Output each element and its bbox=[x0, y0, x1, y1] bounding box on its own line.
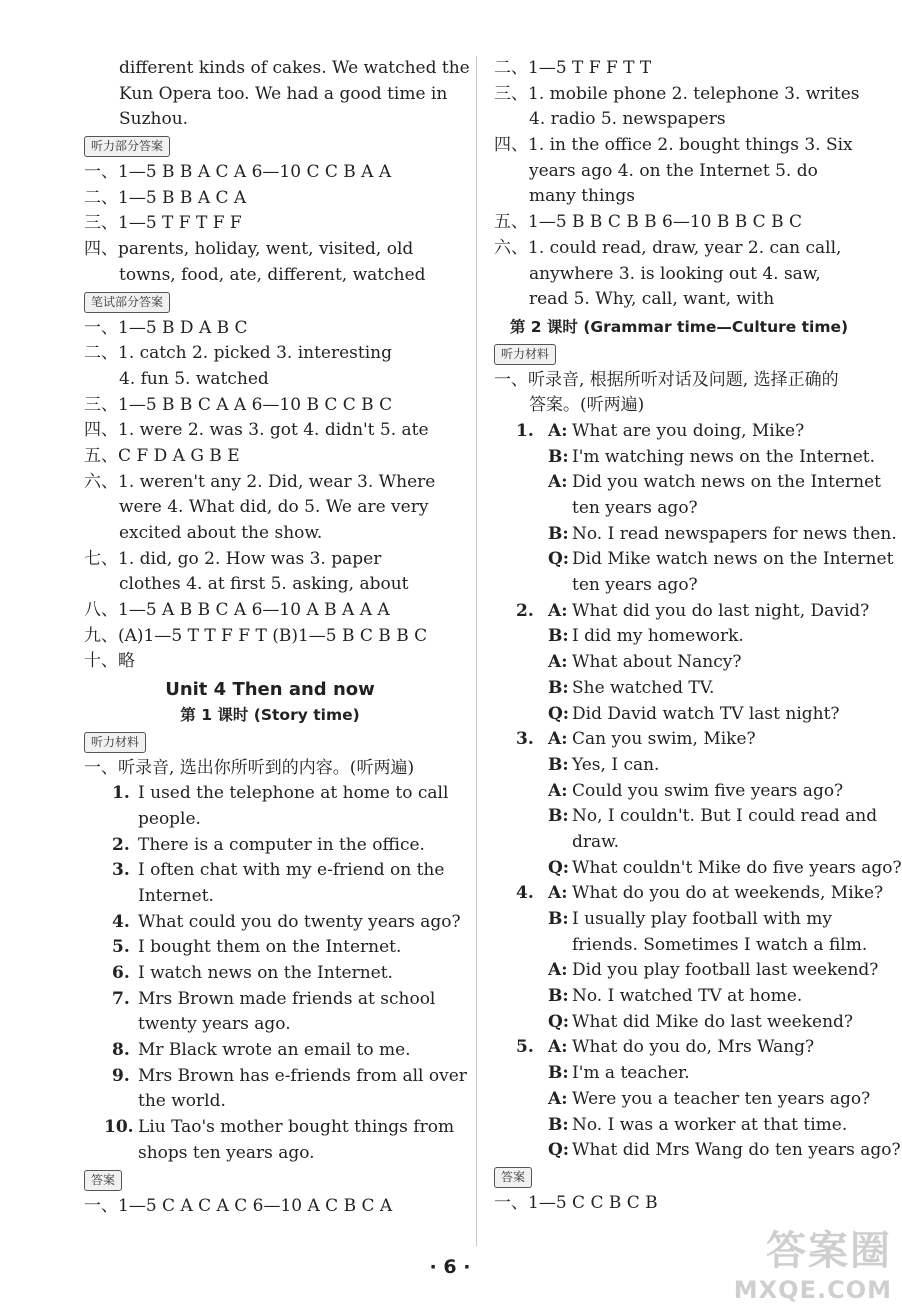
answer-line: excited about the show. bbox=[119, 523, 323, 543]
page-number: · 6 · bbox=[429, 1256, 471, 1278]
dialogue-line bbox=[494, 702, 864, 728]
speaker-label: B: bbox=[548, 626, 569, 647]
answer-line: 四、1. in the office 2. bought things 3. Six bbox=[494, 135, 853, 156]
item-text: There is a computer in the office. bbox=[138, 834, 425, 855]
item-text: people. bbox=[138, 808, 201, 829]
speaker-label: B: bbox=[548, 806, 569, 827]
dialogue-text: ten years ago? bbox=[572, 575, 698, 596]
dialogue-line bbox=[494, 1035, 864, 1061]
listening-item-line bbox=[84, 884, 456, 910]
dialogue-text: Were you a teacher ten years ago? bbox=[572, 1088, 871, 1109]
answer-line: 三、1—5 B B C A A 6—10 B C C B C bbox=[84, 394, 393, 415]
speaker-label: B: bbox=[548, 677, 569, 698]
item-number: 8. bbox=[112, 1040, 130, 1061]
item-text: Mr Black wrote an email to me. bbox=[138, 1040, 411, 1061]
dialogue-text: She watched TV. bbox=[572, 677, 715, 698]
item-text: Internet. bbox=[138, 885, 214, 906]
speaker-label: A: bbox=[548, 472, 568, 493]
speaker-label: A: bbox=[548, 600, 568, 621]
dialogue-line bbox=[494, 522, 897, 548]
listening-item-line bbox=[84, 1038, 456, 1064]
dialogue-line bbox=[494, 804, 878, 830]
listening-item-line bbox=[84, 781, 456, 807]
dialogue-number: 3. bbox=[516, 729, 534, 750]
item-text: What could you do twenty years ago? bbox=[138, 911, 461, 932]
answers-tag-row bbox=[84, 1167, 456, 1194]
listening-item-line bbox=[84, 1141, 456, 1167]
listening-item-line bbox=[84, 1012, 456, 1038]
left-column bbox=[84, 56, 470, 1219]
answers-tag: 答案 bbox=[84, 1170, 122, 1191]
dialogue-number: 4. bbox=[516, 883, 534, 904]
answers-tag-row bbox=[494, 1164, 864, 1191]
item-number: 10. bbox=[104, 1117, 134, 1138]
dialogue-line bbox=[494, 1087, 871, 1113]
answer-line: 四、parents, holiday, went, visited, old bbox=[84, 239, 414, 260]
answer-line: 4. fun 5. watched bbox=[119, 368, 269, 389]
dialogue-text: ten years ago? bbox=[572, 498, 698, 518]
dialogue-text: I usually play football with my bbox=[572, 909, 833, 929]
item-number: 4. bbox=[112, 911, 130, 932]
dialogue-text: Did David watch TV last night? bbox=[572, 703, 840, 724]
section-title: 一、听录音, 选出你所听到的内容。(听两遍) bbox=[84, 757, 415, 778]
answer-line: anywhere 3. is looking out 4. saw, bbox=[529, 263, 821, 284]
written-answers-tag-row bbox=[84, 289, 456, 316]
listening-items bbox=[84, 781, 467, 1166]
dialogue-line bbox=[494, 573, 864, 599]
answer-line: many things bbox=[529, 186, 635, 207]
speaker-label: A: bbox=[548, 1088, 568, 1109]
dialogue-text: I did my homework. bbox=[572, 626, 744, 647]
dialogue-line bbox=[494, 650, 864, 676]
dialogue-text: No. I was a worker at that time. bbox=[572, 1114, 848, 1135]
item-text: Mrs Brown has e-friends from all over bbox=[138, 1065, 467, 1086]
item-number: 3. bbox=[112, 860, 130, 881]
speaker-label: A: bbox=[548, 883, 568, 904]
speaker-label: Q: bbox=[548, 1011, 570, 1032]
answer-line: 五、C F D A G B E bbox=[84, 445, 240, 466]
speaker-label: B: bbox=[548, 1114, 569, 1135]
answer-line: read 5. Why, call, want, with bbox=[529, 289, 775, 310]
answer-line: towns, food, ate, different, watched bbox=[119, 264, 426, 285]
item-text: I often chat with my e-friend on the bbox=[138, 860, 445, 881]
column-divider bbox=[476, 56, 477, 1246]
dialogue-text: draw. bbox=[572, 831, 620, 852]
dialogue-line bbox=[494, 599, 870, 625]
listening-item-line bbox=[84, 833, 456, 859]
listening-item-line bbox=[84, 807, 456, 833]
speaker-label: B: bbox=[548, 986, 569, 1007]
dialogue-text: What did Mike do last weekend? bbox=[572, 1011, 854, 1032]
answer-line: 二、1. catch 2. picked 3. interesting bbox=[84, 343, 393, 364]
dialogue-text: I'm a teacher. bbox=[572, 1063, 690, 1084]
dialogue-line bbox=[494, 933, 868, 959]
dialogue-line bbox=[494, 984, 864, 1010]
watermark-logo bbox=[672, 1219, 892, 1304]
dialogue-text: friends. Sometimes I watch a film. bbox=[572, 934, 868, 955]
speaker-label: Q: bbox=[548, 703, 570, 724]
speaker-label: B: bbox=[548, 523, 569, 544]
speaker-label: A: bbox=[548, 652, 568, 673]
answer-line: 一、1—5 B B A C A 6—10 C C B A A bbox=[84, 162, 392, 183]
written-answers-tag: 笔试部分答案 bbox=[84, 292, 170, 313]
dialogue-text: Did Mike watch news on the Internet bbox=[572, 549, 894, 570]
answer-line: 4. radio 5. newspapers bbox=[529, 109, 726, 130]
item-text: shops ten years ago. bbox=[138, 1142, 315, 1163]
dialogue-text: What about Nancy? bbox=[572, 652, 742, 673]
dialogue-text: No. I watched TV at home. bbox=[572, 986, 803, 1007]
dialogue-line bbox=[494, 881, 884, 907]
lesson-title: 第 2 课时 (Grammar time—Culture time) bbox=[509, 317, 849, 336]
listening-item-line bbox=[84, 1115, 456, 1141]
answer-line: were 4. What did, do 5. We are very bbox=[119, 497, 429, 518]
intro-line: Kun Opera too. We had a good time in bbox=[119, 83, 448, 104]
item-number: 9. bbox=[112, 1065, 130, 1086]
item-text: Mrs Brown made friends at school bbox=[138, 988, 436, 1009]
item-number: 2. bbox=[112, 834, 130, 855]
listening-item-line bbox=[84, 858, 456, 884]
item-text: I used the telephone at home to call bbox=[138, 783, 449, 804]
answer-line: 四、1. were 2. was 3. got 4. didn't 5. ate bbox=[84, 420, 429, 441]
watermark-text: 答案圈 bbox=[766, 1228, 892, 1274]
item-text: twenty years ago. bbox=[138, 1014, 291, 1035]
speaker-label: B: bbox=[548, 754, 569, 775]
answer-line: 二、1—5 T F F T T bbox=[494, 58, 652, 78]
item-number: 5. bbox=[112, 937, 130, 958]
listening-item-line bbox=[84, 1064, 467, 1090]
answer-line: 二、1—5 B B A C A bbox=[84, 187, 247, 208]
dialogue-line bbox=[494, 624, 864, 650]
dialogue-line bbox=[494, 1113, 864, 1139]
dialogue-line bbox=[494, 1061, 864, 1087]
dialogue-number: 2. bbox=[516, 600, 534, 621]
dialogue-line bbox=[494, 958, 879, 984]
item-text: Liu Tao's mother bought things from bbox=[138, 1117, 455, 1138]
dialogue-text: Did you watch news on the Internet bbox=[572, 472, 881, 493]
dialogue-line bbox=[494, 419, 864, 445]
section-title: 一、听录音, 根据所听对话及问题, 选择正确的 bbox=[494, 369, 839, 390]
listening-material-tag-row bbox=[494, 341, 864, 368]
listening-material-tag: 听力材料 bbox=[84, 732, 146, 753]
answer-line: 三、1. mobile phone 2. telephone 3. writes bbox=[494, 83, 860, 104]
answers-tag: 答案 bbox=[494, 1167, 532, 1188]
speaker-label: A: bbox=[548, 729, 568, 750]
answer-line: 八、1—5 A B B C A 6—10 A B A A A bbox=[84, 600, 390, 621]
item-text: I watch news on the Internet. bbox=[138, 963, 393, 983]
item-number: 7. bbox=[112, 988, 130, 1009]
answer-line: 七、1. did, go 2. How was 3. paper bbox=[84, 548, 382, 569]
dialogue-number: 1. bbox=[516, 420, 534, 441]
dialogue-line bbox=[494, 1138, 901, 1164]
final-answer: 一、1—5 C C B C B bbox=[494, 1192, 658, 1213]
dialogue-line bbox=[494, 727, 864, 753]
speaker-label: A: bbox=[548, 960, 568, 981]
speaker-label: B: bbox=[548, 446, 569, 467]
answer-line: 五、1—5 B B C B B 6—10 B B C B C bbox=[494, 212, 802, 233]
dialogue-line bbox=[494, 907, 864, 933]
dialogue-text: Can you swim, Mike? bbox=[572, 729, 756, 750]
speaker-label: A: bbox=[548, 780, 568, 801]
speaker-label: A: bbox=[548, 1037, 568, 1058]
speaker-label: A: bbox=[548, 420, 568, 441]
answer-line: clothes 4. at first 5. asking, about bbox=[119, 574, 409, 595]
dialogue-text: Yes, I can. bbox=[572, 754, 660, 775]
intro-line: different kinds of cakes. We watched the bbox=[119, 58, 470, 78]
item-text: the world. bbox=[138, 1091, 226, 1112]
dialogue-line bbox=[494, 676, 864, 702]
final-answer: 一、1—5 C A C A C 6—10 A C B C A bbox=[84, 1195, 393, 1216]
listening-answers-tag-row bbox=[84, 133, 456, 160]
speaker-label: B: bbox=[548, 1063, 569, 1084]
item-number: 6. bbox=[112, 963, 130, 983]
listening-item-line bbox=[84, 910, 461, 936]
dialogue-line bbox=[494, 779, 864, 805]
dialogue-text: I'm watching news on the Internet. bbox=[572, 446, 876, 467]
dialogue-line bbox=[494, 830, 864, 856]
watermark-url: MXQE.COM bbox=[733, 1276, 892, 1304]
dialogue-line bbox=[494, 445, 876, 471]
dialogue-line bbox=[494, 547, 894, 573]
item-number: 1. bbox=[112, 783, 130, 804]
answer-line: 十、略 bbox=[84, 651, 135, 672]
dialogue-line bbox=[494, 496, 864, 522]
dialogue-text: No, I couldn't. But I could read and bbox=[572, 806, 878, 827]
dialogue-text: Could you swim five years ago? bbox=[572, 780, 844, 801]
answer-line: years ago 4. on the Internet 5. do bbox=[529, 160, 818, 181]
listening-item-line bbox=[84, 987, 456, 1013]
intro-line: Suzhou. bbox=[119, 109, 189, 130]
unit-title: Unit 4 Then and now bbox=[165, 679, 375, 701]
listening-item-line bbox=[84, 961, 456, 987]
listening-item-line bbox=[84, 935, 456, 961]
dialogue-text: Did you play football last weekend? bbox=[572, 960, 879, 981]
speaker-label: Q: bbox=[548, 857, 570, 878]
answer-line: 九、(A)1—5 T T F F T (B)1—5 B C B B C bbox=[84, 625, 428, 646]
dialogue-text: What couldn't Mike do five years ago? bbox=[572, 857, 902, 878]
dialogue-line bbox=[494, 1010, 864, 1036]
answer-line: 六、1. weren't any 2. Did, wear 3. Where bbox=[84, 471, 436, 492]
speaker-label: B: bbox=[548, 909, 569, 929]
speaker-label: Q: bbox=[548, 549, 570, 570]
dialogue-line bbox=[494, 753, 864, 779]
dialogue-line bbox=[494, 470, 881, 496]
speaker-label: Q: bbox=[548, 1140, 570, 1161]
dialogue-text: What did you do last night, David? bbox=[572, 600, 870, 621]
listening-answers-tag: 听力部分答案 bbox=[84, 136, 170, 157]
dialogue-text: What are you doing, Mike? bbox=[572, 420, 805, 441]
answer-line: 一、1—5 B D A B C bbox=[84, 317, 248, 338]
answer-line: 六、1. could read, draw, year 2. can call, bbox=[494, 237, 842, 258]
dialogue-text: What did Mrs Wang do ten years ago? bbox=[572, 1140, 901, 1161]
listening-material-tag-row bbox=[84, 729, 456, 756]
dialogue-number: 5. bbox=[516, 1037, 534, 1058]
lesson-title: 第 1 课时 (Story time) bbox=[180, 705, 360, 724]
dialogue-line bbox=[494, 856, 902, 882]
right-column bbox=[494, 56, 902, 1217]
listening-material-tag: 听力材料 bbox=[494, 344, 556, 365]
dialogues bbox=[494, 419, 902, 1164]
listening-item-line bbox=[84, 1089, 456, 1115]
answer-line: 三、1—5 T F T F F bbox=[84, 213, 242, 234]
dialogue-text: What do you do, Mrs Wang? bbox=[572, 1037, 815, 1058]
dialogue-text: What do you do at weekends, Mike? bbox=[572, 883, 884, 904]
section-title: 答案。(听两遍) bbox=[529, 395, 645, 416]
item-text: I bought them on the Internet. bbox=[138, 937, 402, 958]
dialogue-text: No. I read newspapers for news then. bbox=[572, 523, 897, 544]
